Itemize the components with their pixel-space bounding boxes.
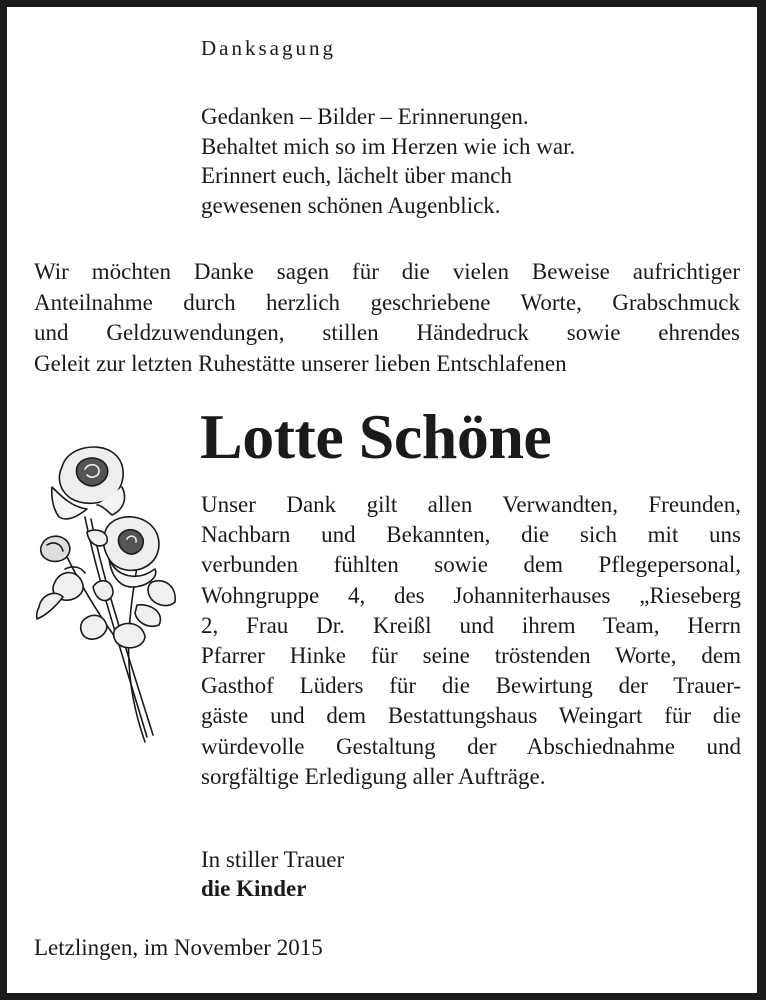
thanks-line: sorgfältige Erledigung aller Aufträge. — [201, 763, 546, 789]
intro-paragraph — [34, 257, 740, 379]
place-date: Letzlingen, im November 2015 — [34, 935, 323, 960]
rose-bouquet-icon — [27, 437, 187, 762]
thanks-line: gäste und dem Bestattungshaus Weingart für die — [201, 703, 741, 729]
poem — [201, 102, 575, 220]
deceased-name: Lotte Schöne — [200, 401, 552, 472]
thanks-line: Unser Dank gilt allen Verwandten, Freunden, — [201, 492, 741, 517]
thanks-paragraph — [201, 490, 741, 792]
poem-line: gewesenen schönen Augenblick. — [201, 192, 501, 218]
intro-line: und Geldzuwendungen, stillen Händedruck sowie ehrendes — [34, 320, 740, 345]
closing-line: In stiller Trauer — [201, 847, 345, 872]
poem-line: Gedanken – Bilder – Erinnerungen. — [201, 104, 529, 129]
thanks-line: 2, Frau Dr. Kreißl und ihrem Team, Herrn — [201, 612, 741, 638]
thanks-line: Gasthof Lüders für die Bewirtung der Trauer- — [201, 673, 741, 699]
intro-line: Anteilnahme durch herzlich geschriebene Worte, Grabschmuck — [34, 289, 740, 315]
thanks-line: verbunden fühlten sowie dem Pflegepersonal, — [201, 552, 741, 578]
thanks-line: Pfarrer Hinke für seine tröstenden Worte, dem — [201, 642, 741, 668]
poem-line: Behaltet mich so im Herzen wie ich war. — [201, 133, 576, 159]
heading: Danksagung — [201, 36, 336, 60]
intro-line: Wir möchten Danke sagen für die vielen Beweise aufrichtiger — [34, 259, 740, 284]
intro-line: Geleit zur letzten Ruhestätte unserer lieben Entschlafenen — [34, 350, 567, 376]
poem-line: Erinnert euch, lächelt über manch — [201, 163, 512, 188]
signature: die Kinder — [201, 876, 307, 901]
closing — [201, 845, 344, 903]
obituary-notice — [7, 7, 757, 993]
thanks-line: Wohngruppe 4, des Johanniterhauses „Rieseberg — [201, 582, 741, 608]
thanks-line: würdevolle Gestaltung der Abschiednahme und — [201, 733, 741, 759]
thanks-line: Nachbarn und Bekannten, die sich mit uns — [201, 522, 741, 548]
